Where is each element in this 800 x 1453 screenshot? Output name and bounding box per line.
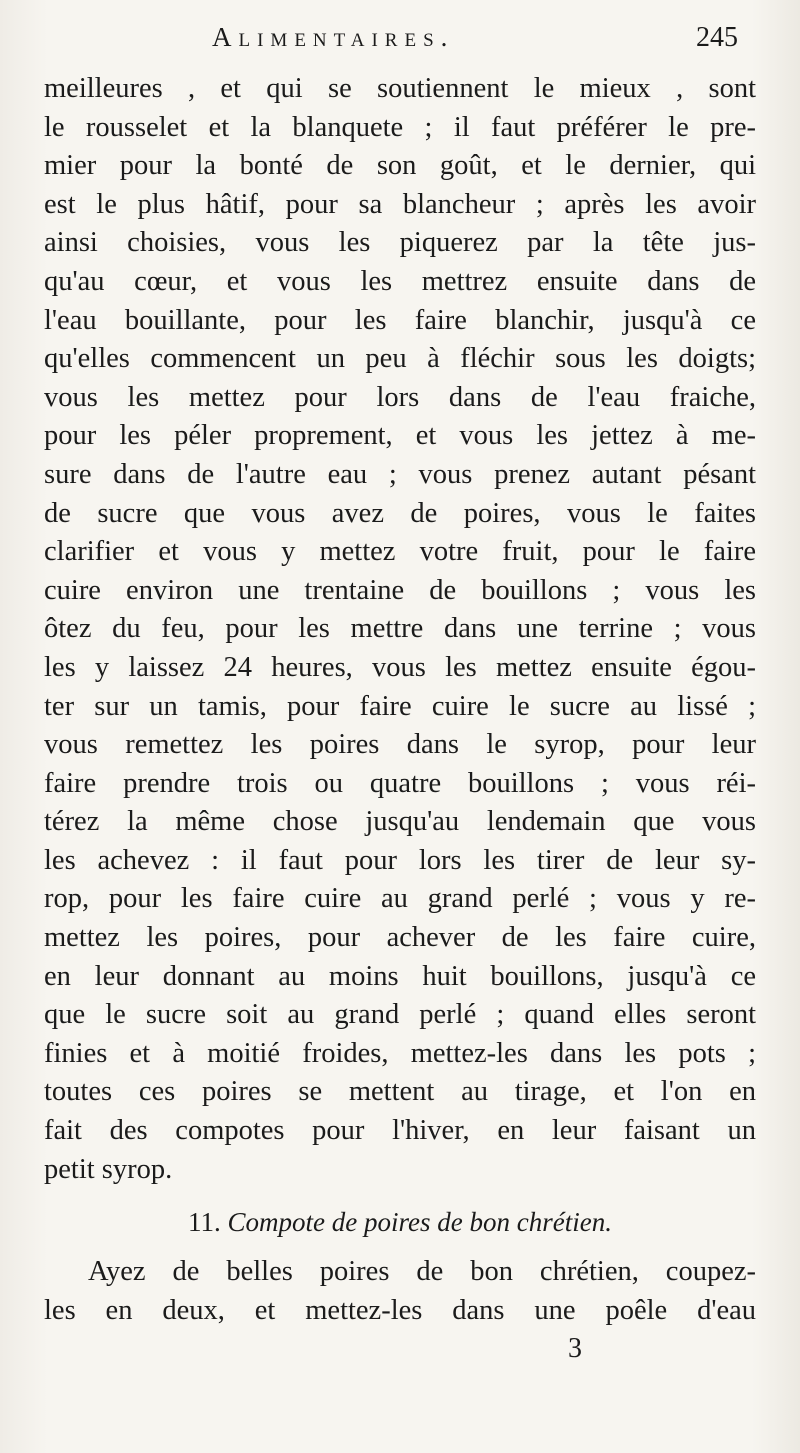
signature-mark: 3 [568,1333,582,1364]
text-line: Ayez de belles poires de bon chrétien, coupez- [88,1256,756,1287]
text-line: est le plus hâtif, pour sa blancheur ; après les avoir [44,188,756,220]
section-number: 11. [188,1207,221,1237]
paragraph-2 [44,1253,756,1330]
text-line: faire prendre trois ou quatre bouillons ; vous réi- [44,767,756,799]
page-header [0,22,800,62]
paragraph-1 [44,70,756,1189]
page-number: 245 [696,22,738,53]
text-line: les y laissez 24 heures, vous les mettez ensuite égou- [44,651,756,683]
text-line: que le sucre soit au grand perlé ; quand elles seront [44,999,756,1031]
text-line: ter sur un tamis, pour faire cuire le sucre au lissé ; [44,690,756,722]
text-line: les achevez : il faut pour lors les tirer de leur sy- [44,844,756,876]
text-line: ainsi choisies, vous les piquerez par la tête jus- [44,227,756,259]
text-line: sure dans de l'autre eau ; vous prenez autant pésant [44,458,756,490]
running-head: Alimentaires. [212,22,455,52]
text-line: en leur donnant au moins huit bouillons, jusqu'à ce [44,960,756,992]
text-line: petit syrop. [44,1153,173,1185]
text-line: cuire environ une trentaine de bouillons ; vous les [44,574,756,606]
section-heading [44,1203,756,1241]
text-line: vous remettez les poires dans le syrop, pour leur [44,729,756,761]
text-line: toutes ces poires se mettent au tirage, et l'on en [44,1076,756,1108]
text-line: le rousselet et la blanquete ; il faut préférer le pre- [44,111,756,143]
text-line: ôtez du feu, pour les mettre dans une terrine ; vous [44,613,756,645]
text-line: finies et à moitié froides, mettez-les dans les pots ; [44,1037,756,1069]
text-line: qu'au cœur, et vous les mettrez ensuite dans de [44,265,756,297]
text-line: rop, pour les faire cuire au grand perlé ; vous y re- [44,883,756,915]
text-line: fait des compotes pour l'hiver, en leur faisant un [44,1115,756,1147]
text-line: l'eau bouillante, pour les faire blanchir, jusqu'à ce [44,304,756,336]
text-line: mier pour la bonté de son goût, et le dernier, qui [44,150,756,182]
text-line: mettez les poires, pour achever de les faire cuire, [44,922,756,954]
text-line: térez la même chose jusqu'au lendemain que vous [44,806,756,838]
text-line: les en deux, et mettez-les dans une poêle d'eau [44,1294,756,1326]
text-line: meilleures , et qui se soutiennent le mieux , sont [44,73,756,104]
section-title: Compote de poires de bon chrétien. [227,1207,612,1237]
text-line: pour les péler proprement, et vous les jettez à me- [44,420,756,452]
text-line: de sucre que vous avez de poires, vous le faites [44,497,756,529]
text-line: qu'elles commencent un peu à fléchir sous les doigts; [44,343,756,375]
text-line: clarifier et vous y mettez votre fruit, pour le faire [44,536,756,568]
text-line: vous les mettez pour lors dans de l'eau fraiche, [44,381,756,413]
